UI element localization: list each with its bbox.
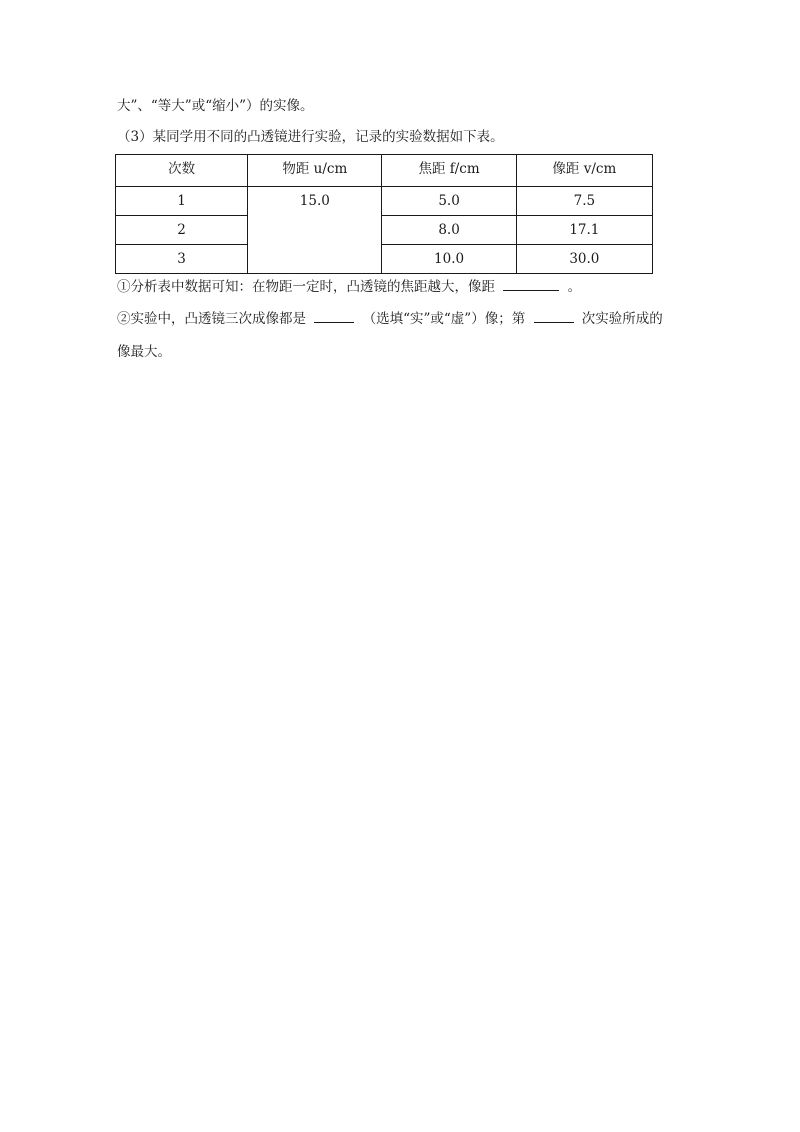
table-row <box>116 187 653 216</box>
header-trial: 次数 <box>116 155 248 187</box>
text-line-2: （3）某同学用不同的凸透镜进行实验，记录的实验数据如下表。 <box>117 129 504 145</box>
text-line-1: 大”、“等大”或“缩小”）的实像。 <box>117 98 314 114</box>
cell-image: 30.0 <box>516 245 652 274</box>
cell-image: 7.5 <box>516 187 652 216</box>
table-header-row <box>116 155 653 187</box>
cell-focal: 8.0 <box>382 216 516 245</box>
cell-focal: 5.0 <box>382 187 516 216</box>
question-2-middle: （选填“实”或“虚”）像；第 <box>362 311 526 327</box>
answer-blank-trial-number[interactable] <box>534 308 574 323</box>
question-2-text: ②实验中，凸透镜三次成像都是 <box>117 311 306 327</box>
question-1-text: ①分析表中数据可知：在物距一定时，凸透镜的焦距越大，像距 <box>117 279 495 295</box>
header-object-distance: 物距 u/cm <box>248 155 382 187</box>
experiment-data-table <box>115 154 653 274</box>
question-1-end: 。 <box>567 279 582 295</box>
header-focal-length: 焦距 f/cm <box>382 155 516 187</box>
text-line-last: 像最大。 <box>117 344 171 360</box>
answer-blank-image-distance[interactable] <box>503 276 559 291</box>
cell-focal: 10.0 <box>382 245 516 274</box>
header-image-distance: 像距 v/cm <box>516 155 652 187</box>
answer-blank-image-type[interactable] <box>314 308 354 323</box>
table-row <box>116 216 653 245</box>
question-2-line <box>117 308 663 329</box>
cell-image: 17.1 <box>516 216 652 245</box>
cell-trial: 1 <box>116 187 248 216</box>
cell-object-distance: 15.0 <box>248 187 382 274</box>
question-1-line <box>117 276 581 297</box>
cell-trial: 2 <box>116 216 248 245</box>
cell-trial: 3 <box>116 245 248 274</box>
table-row <box>116 245 653 274</box>
question-2-end: 次实验所成的 <box>581 311 663 327</box>
